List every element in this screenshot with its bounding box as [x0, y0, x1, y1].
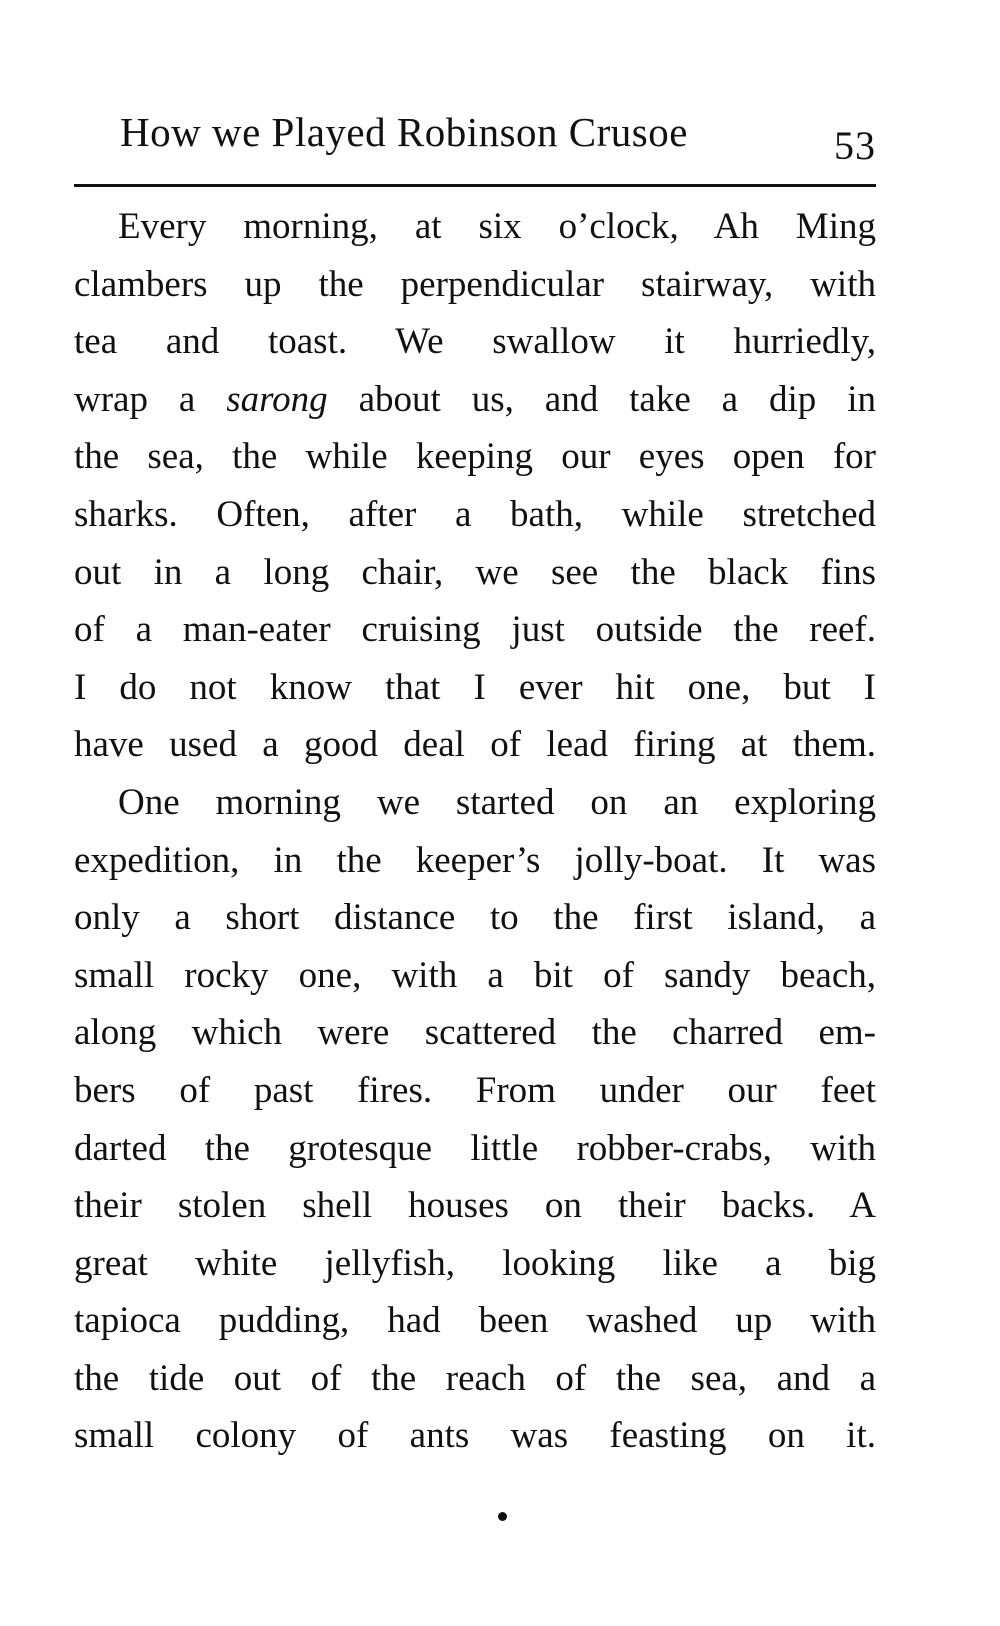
text-line: only a short distance to the first island, a	[74, 897, 876, 939]
text-line: the tide out of the reach of the sea, and a	[74, 1357, 876, 1399]
text-line: clambers up the perpendicular stairway, with	[74, 263, 876, 305]
text-segment: about us, and take a dip in	[327, 378, 876, 420]
text-line: darted the grotesque little robber-crabs, with	[74, 1127, 876, 1169]
text-line: along which were scattered the charred em-	[74, 1012, 876, 1054]
text-line	[74, 371, 876, 429]
text-line: Every morning, at six o’clock, Ah Ming	[118, 206, 876, 247]
print-mark	[498, 1512, 507, 1521]
text-segment: wrap a	[74, 378, 227, 420]
running-title: How we Played Robinson Crusoe	[120, 109, 688, 155]
text-line: tea and toast. We swallow it hurriedly,	[74, 321, 876, 363]
body-text	[74, 198, 876, 1465]
italic-word: sarong	[226, 378, 328, 420]
header-rule	[74, 184, 876, 187]
text-line: expedition, in the keeper’s jolly-boat. It was	[74, 839, 876, 881]
text-line: their stolen shell houses on their backs. A	[74, 1185, 876, 1227]
text-line: tapioca pudding, had been washed up with	[74, 1300, 876, 1342]
text-line: bers of past fires. From under our feet	[74, 1069, 876, 1111]
text-line: sharks. Often, after a bath, while stretched	[74, 493, 876, 535]
text-line: small rocky one, with a bit of sandy beach,	[74, 954, 876, 996]
text-line: out in a long chair, we see the black fins	[74, 551, 876, 593]
text-line: the sea, the while keeping our eyes open for	[74, 436, 876, 478]
text-line: great white jellyfish, looking like a big	[74, 1242, 876, 1284]
text-line: One morning we started on an exploring	[118, 781, 876, 823]
text-line: I do not know that I ever hit one, but I	[74, 666, 876, 708]
page-header	[74, 100, 876, 168]
text-line: small colony of ants was feasting on it.	[74, 1415, 876, 1457]
page-number: 53	[834, 123, 876, 168]
text-line: have used a good deal of lead firing at them.	[74, 724, 876, 766]
text-line: of a man-eater cruising just outside the reef.	[74, 609, 876, 651]
